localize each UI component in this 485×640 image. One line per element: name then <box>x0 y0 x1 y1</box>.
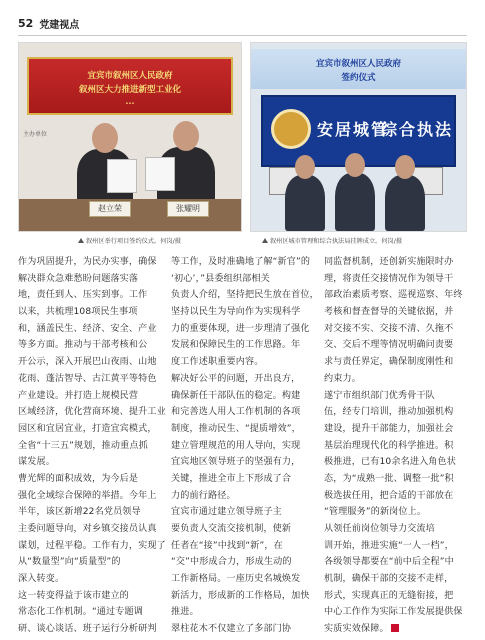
nameplate: 赵立荣 <box>89 201 131 217</box>
text-line: 等工作，及时准确地了解“新官”的 <box>171 257 311 267</box>
text-line: 从“数量型”向“质量型”的 <box>18 557 121 568</box>
photo-banner <box>27 57 233 115</box>
text-line: 度工作述职重要内容。 <box>171 357 264 368</box>
signed-document <box>145 157 175 191</box>
text-line: 园区和宜居宜业，打造宜宾模式， <box>18 423 157 434</box>
text-line: 遂宁市组织部门优秀骨干队 <box>324 390 435 401</box>
text-line: 态，为“成熟一批、调整一批”积 <box>324 473 454 484</box>
text-line: 谋划，过程平稳。工作有力，实现了 <box>18 540 166 551</box>
signed-document <box>107 159 137 193</box>
article-column <box>171 254 319 638</box>
text-line: 力的前行路径。 <box>171 490 236 501</box>
photo-banner <box>251 49 466 89</box>
emblem-icon <box>271 109 311 149</box>
text-line: 极推进，已有10余名进入角色状 <box>324 457 457 468</box>
triangle-icon <box>262 238 268 243</box>
text-line: 从领任前岗位领导力交流培 <box>324 524 435 534</box>
photo-caption <box>78 236 181 245</box>
text-line: 力的重要体现，进一步理清了强化 <box>171 323 310 334</box>
text-line: 实质实效保障。 <box>324 621 467 638</box>
text-line: 解决群众急难愁盼问题落实落 <box>18 273 139 284</box>
text-line: 发展和保障民生的工作思路。年 <box>171 340 301 351</box>
text-line: 理，将责任交接情况作为领导干 <box>324 273 454 284</box>
text-line: 关键，推进全市上下形成了合 <box>171 473 292 484</box>
banner-line: 签约仪式 <box>341 73 376 83</box>
article-end-icon <box>391 624 399 632</box>
text-line: 负责人介绍，坚持把民生放在首位， <box>171 290 319 301</box>
text-line: 对交接不实、交接不清、久拖不 <box>324 323 454 334</box>
text-line: 要负责人交流交接机制，使新 <box>171 524 292 534</box>
text-line: 约束力。 <box>324 373 361 384</box>
text-line: 各级领导都要在“前中后全程”中 <box>324 557 454 568</box>
text-line: 等多方面。推动与干部考核和公 <box>18 340 148 351</box>
section-title: 党建视点 <box>39 19 80 31</box>
page-header <box>18 14 467 32</box>
text-line: 交、交后不理等情况明确问责要 <box>324 340 454 351</box>
text-line: 解决好公平的问题，开出良方， <box>171 373 301 384</box>
text-line: 工作新格局。一座历史名城焕发 <box>171 574 301 585</box>
page-number: 52 <box>18 16 34 30</box>
text-line: 谋发展。 <box>18 457 55 468</box>
text-line: 考核和督查督导的关键依据，并 <box>324 307 454 318</box>
person-figure <box>285 175 325 231</box>
text-line: 宜宾地区领导班子的坚强有力， <box>171 457 301 468</box>
article-column <box>18 254 166 638</box>
text-line: 推进。 <box>171 607 199 618</box>
text-line: 坚持以民生为导向作为实现科学 <box>171 307 301 318</box>
person-figure <box>385 175 425 231</box>
caption-text: 叙州区城市管理和综合执法局挂牌成立。何岗/摄 <box>270 238 403 245</box>
photo-side-label: 主办单位 <box>23 131 48 138</box>
text-line: 产业建设。并打造上规模民营 <box>18 390 139 401</box>
text-line: 翠柱花木不仅建立了多部门协 <box>171 624 292 635</box>
text-line: 地，责任到人、压实到事。工作 <box>18 290 148 301</box>
article-column <box>324 254 467 638</box>
text-line: “交”中形成合力，形成生动的 <box>171 557 292 568</box>
text-line: 曹光辉的面积成效，为今后是 <box>18 473 139 484</box>
text-line: ‘初心’，”县委组织部相关 <box>171 273 270 284</box>
text-line: 部政治素质考察、巡视巡察、年终 <box>324 290 463 301</box>
text-line: 开公示，深入开展巴山夜雨、山地 <box>18 357 157 368</box>
text-line: 任者在“接”中找到“新”，在 <box>171 540 283 551</box>
text-line: 全省“十三五”规划，推动重点抓 <box>18 440 148 451</box>
text-line: 强化全域综合保障的举措。今年上 <box>18 490 157 501</box>
text-line: 半年，该区新增22名党员领导 <box>18 507 141 518</box>
text-line: 同监督机制，还创新实施限时办 <box>324 257 454 267</box>
banner-line: 宜宾市叙州区人民政府 <box>315 59 401 69</box>
text-line: 研、谈心谈话、班子运行分析研判 <box>18 624 157 635</box>
text-line: 确保新任干部队伍的稳定。构建 <box>171 390 301 401</box>
text-line: 基层治理现代化的科学推进。积 <box>324 440 454 451</box>
triangle-icon <box>78 238 84 243</box>
text-line: 形式，实现真正的无缝衔接，把 <box>324 590 454 601</box>
text-line: 这一转变得益于该市建立的 <box>18 590 129 601</box>
board-text: 综合执法 <box>381 120 454 139</box>
text-line: 和完善选人用人工作机制的各项 <box>171 407 301 418</box>
banner-line: ... <box>125 97 135 107</box>
banner-line: 叙州区大力推进新型工业化 <box>78 85 181 95</box>
photo-plaque-unveiling <box>250 42 467 232</box>
text-line: 机制，确保干部的交接不走样， <box>324 574 454 585</box>
text-line: 建立管理规范的用人导向，实现 <box>171 440 301 451</box>
text-line: 建设，提升干部能力，加强社会 <box>324 423 454 434</box>
text-line: 新活力，形成新的工作格局，加快 <box>171 590 310 601</box>
text-line: 花雨、蓬沽智导、古江黄平等特色 <box>18 373 157 384</box>
person-figure <box>335 173 375 231</box>
text-line: 深入转变。 <box>18 574 65 585</box>
nameplate: 张耀明 <box>167 201 209 217</box>
text-line: 以来，共梳理108项民生事项 <box>18 307 138 318</box>
photo-signing-ceremony <box>18 42 242 232</box>
text-line: 作为巩固提升，为民办实事，确保 <box>18 257 157 267</box>
text-line: 制度，推动民生、“提质增效”， <box>171 423 301 434</box>
text-line: 区域经济，优化营商环境、提升工业 <box>18 407 166 418</box>
text-line: 和，涵盖民生、经济、安全、产业 <box>18 323 157 334</box>
photo-caption <box>262 236 402 245</box>
text-line: 极选拔任用，把合适的干部放在 <box>324 490 454 501</box>
text-line: 伍，经专门培训，推动加强机构 <box>324 407 454 418</box>
text-line: 中心工作作为实际工作发展提供保 <box>324 607 463 618</box>
banner-line: 宜宾市叙州区人民政府 <box>87 71 173 81</box>
caption-text: 叙州区举行项目签约仪式。何岗/摄 <box>86 238 181 245</box>
text-line: 常态化工作机制。“通过专题调 <box>18 607 144 618</box>
text-line: 宜宾市通过建立领导班子主 <box>171 507 282 518</box>
text-line: 求与责任界定，确保制度刚性和 <box>324 357 454 368</box>
board-text: 安居城管 <box>317 120 390 139</box>
header-divider <box>18 35 467 36</box>
text-line: 训开始，推进实施“一人一档”， <box>324 540 454 551</box>
text-line: “管理服务”的新岗位上。 <box>324 507 427 518</box>
text-line: 主委问题导向，对乡镇交接员认真 <box>18 524 157 534</box>
